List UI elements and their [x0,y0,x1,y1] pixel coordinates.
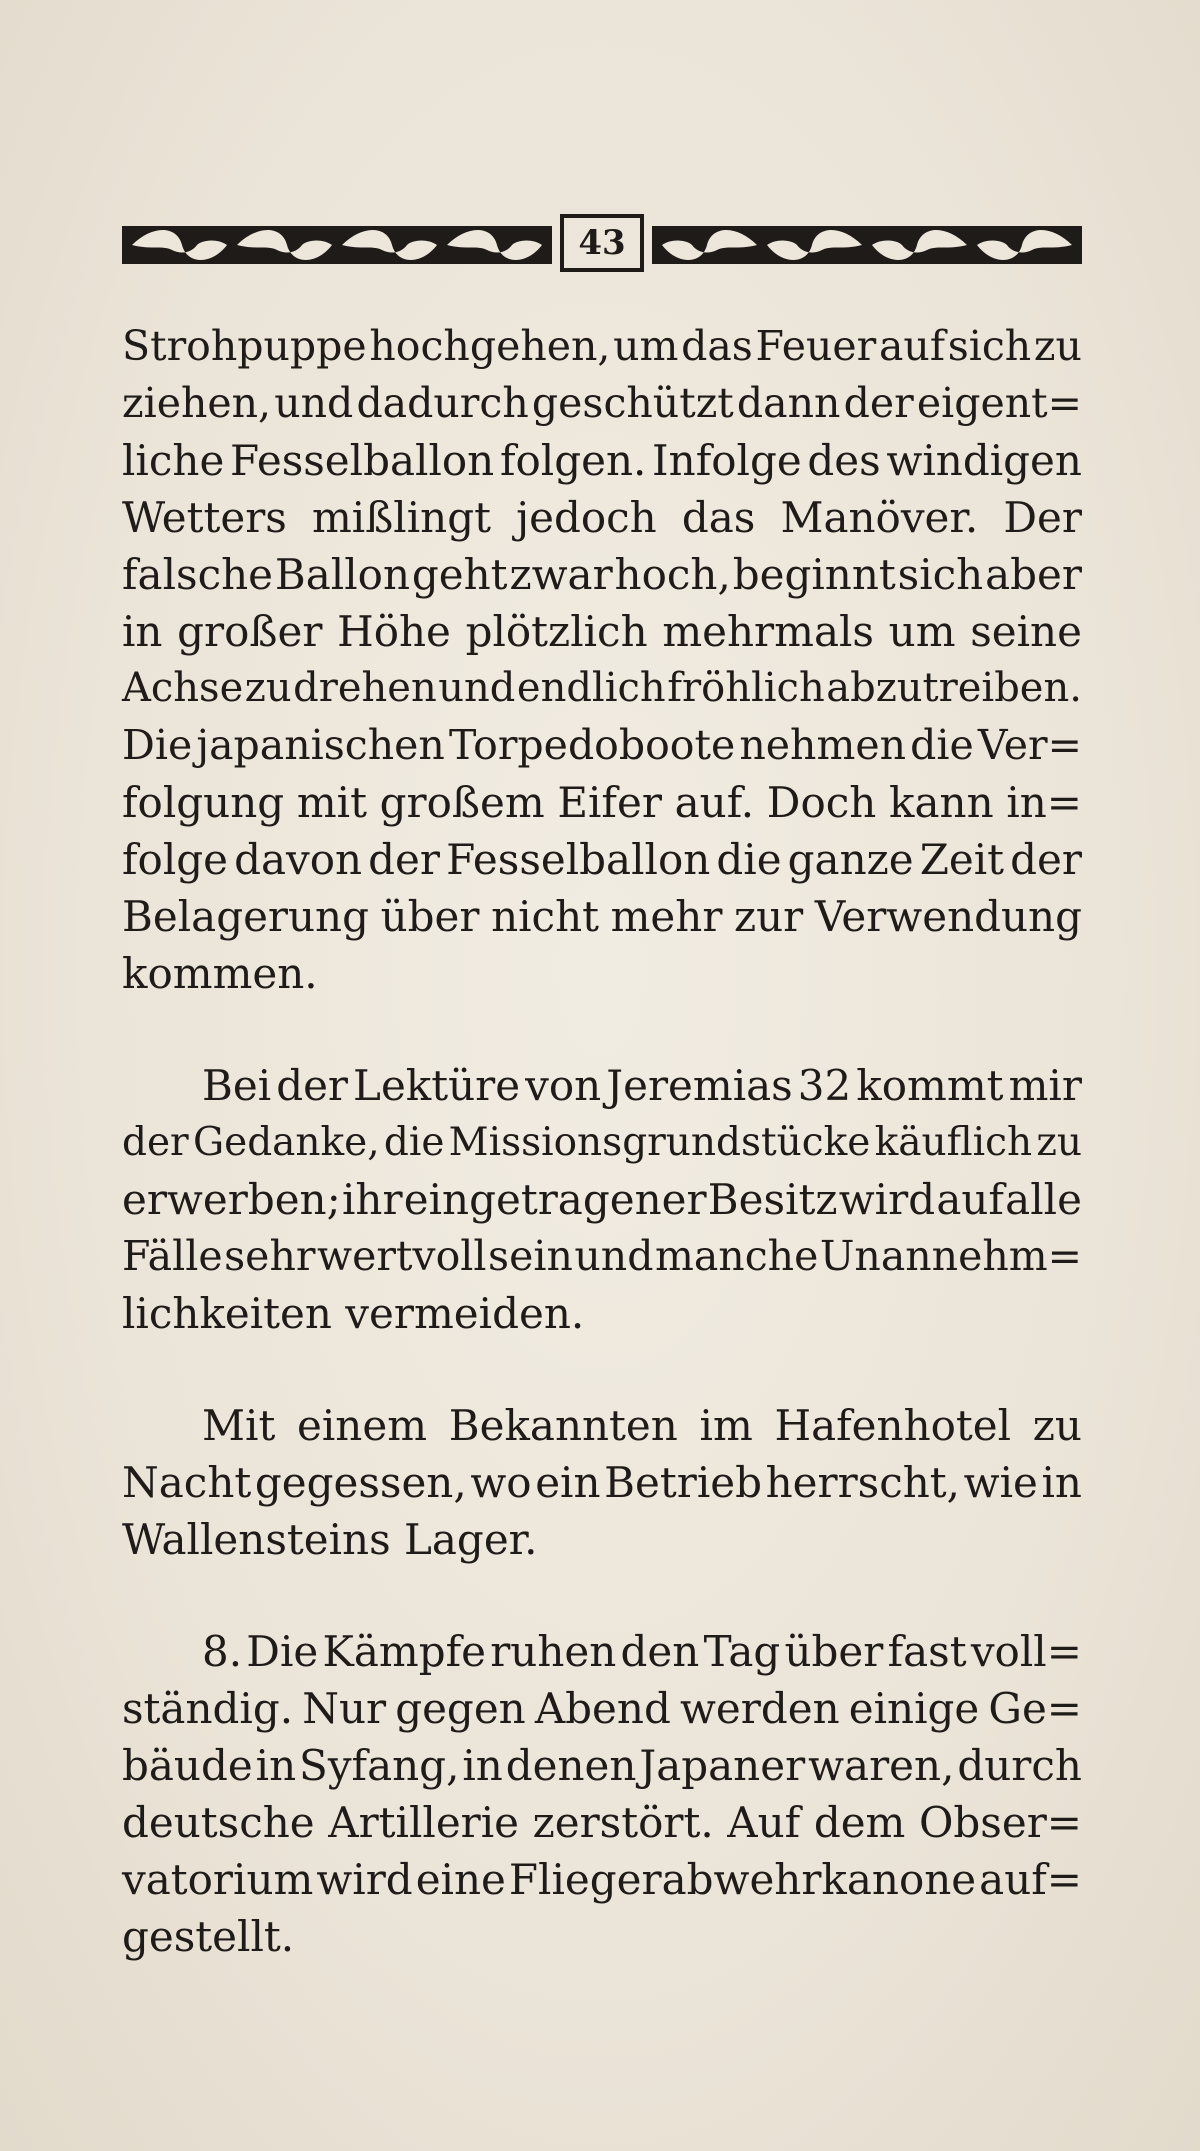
word: zwar [509,550,613,599]
word: mißlingt [311,493,491,542]
text-line [122,489,1082,546]
word: Jeremias [606,1061,793,1110]
text-line: kommen. [122,949,318,998]
word: denen [505,1741,637,1790]
word: und [438,665,516,711]
word: zu [244,665,292,711]
text-line: lichkeiten vermeiden. [122,1289,585,1338]
word: Fesselballon [230,436,495,485]
word: seine [970,607,1082,656]
word: über [380,892,480,941]
word: Infolge [652,436,802,485]
paragraph-4 [122,1623,1082,1965]
word: ein [535,1458,601,1507]
word: nicht [491,892,599,941]
word: Japaner [639,1741,806,1790]
word: zu [1033,322,1082,370]
word: eine [415,1855,506,1904]
word: vatorium [122,1855,314,1904]
word: großem [379,778,545,827]
word: hoch, [614,550,731,599]
text-line [122,1851,1082,1908]
word: jedoch [516,493,657,542]
word: Der [1003,493,1082,542]
word: kann [889,778,994,827]
word: mir [1008,1061,1082,1110]
word: Die [122,721,193,769]
word: falsche [122,550,273,599]
word: erwerben; [122,1175,341,1224]
word: abzutreiben. [826,665,1082,711]
page-number: 43 [560,214,644,272]
text-line [122,1397,1082,1454]
word: kommt [856,1061,1004,1110]
word: manche [654,1232,819,1280]
word: wo [470,1458,532,1507]
paragraph-gap [122,1002,1082,1057]
word: sich [897,550,984,599]
word: die [716,835,782,884]
word: wie [963,1458,1038,1507]
text-line [122,546,1082,603]
word: mehr [610,892,723,941]
word: bäude [122,1741,253,1790]
text-line [122,432,1082,489]
text-line [122,1171,1082,1228]
text-line [122,660,1082,717]
word: hochgehen, [369,322,611,370]
word: endlich [516,665,666,711]
word: Obser= [918,1798,1082,1847]
word: Besitz [707,1175,838,1224]
word: dem [813,1798,906,1847]
word: beginnt [732,550,896,599]
word: in [1041,1458,1082,1507]
word: Bei [202,1061,272,1110]
word: um [613,322,679,370]
word: gegessen, [254,1458,467,1507]
word: zu [1036,1120,1082,1165]
word: davon [234,835,363,884]
word: auf [936,1175,1004,1224]
word: 8. [202,1627,243,1676]
word: und [574,1232,654,1280]
word: des [807,436,881,485]
word: eigent= [916,379,1082,427]
word: ganze [787,835,914,884]
word: den [620,1627,700,1676]
text-line [122,831,1082,888]
word: von [525,1061,602,1110]
ornament-right-icon [652,220,1082,270]
word: großer [177,607,323,656]
word: fröhlich [667,665,825,711]
word: Verwendung [814,892,1082,941]
word: gegen [395,1684,526,1733]
word: käuflich [874,1120,1033,1165]
word: geht [411,550,508,599]
word: alle [1005,1175,1082,1224]
word: der [368,835,440,884]
word: der [843,379,914,427]
word: japanischen [196,721,445,769]
text-line [122,774,1082,831]
word: um [888,607,956,656]
word: Ge= [988,1684,1082,1733]
word: in [462,1741,503,1790]
word: nehmen [739,721,906,769]
word: ziehen, [122,379,272,427]
word: Bekannten [448,1401,678,1450]
word: Fesselballon [446,835,711,884]
text-line [122,717,1082,774]
word: Belagerung [122,892,369,941]
word: auf [878,322,945,370]
word: Nur [302,1684,387,1733]
word: auf= [979,1855,1082,1904]
word: die [383,1120,445,1165]
word: Ballon [274,550,410,599]
word: Achse [122,665,244,711]
text-line [122,318,1082,375]
text-line: Wallensteins Lager. [122,1515,538,1564]
word: das [681,322,753,370]
paragraph-gap [122,1342,1082,1397]
text-line [122,1114,1082,1171]
word: Manöver. [780,493,979,542]
word: dann [736,379,841,427]
word: Betrieb [604,1458,762,1507]
word: windigen [886,436,1082,485]
word: Abend [534,1684,671,1733]
word: der [276,1061,349,1110]
word: Kämpfe [322,1627,487,1676]
word: in [122,607,163,656]
word: der [1010,835,1082,884]
word: mehrmals [662,607,874,656]
word: Tag [703,1627,781,1676]
word: Mit [202,1401,276,1450]
word: der [122,1120,189,1165]
word: voll= [970,1627,1082,1676]
word: werden [679,1684,840,1733]
word: eingetragener [403,1175,707,1224]
word: über [784,1627,884,1676]
word: Feuer [755,322,877,370]
word: Doch [766,778,877,827]
text-line [122,888,1082,945]
word: wird [838,1175,936,1224]
word: herrscht, [765,1458,961,1507]
word: Wetters [122,493,287,542]
word: wird [316,1855,413,1904]
text-line [122,1794,1082,1851]
word: drehen [293,665,437,711]
word: fast [887,1627,967,1676]
word: Torpedoboote [448,721,736,769]
word: dadurch [356,379,529,427]
word: zu [1032,1401,1082,1450]
word: einige [848,1684,980,1733]
word: in= [1006,778,1082,827]
word: zerstört. [532,1798,714,1847]
word: folgung [122,778,285,827]
word: Fliegerabwehrkanone [508,1855,977,1904]
word: folge [122,835,229,884]
text-line [122,1228,1082,1285]
word: Hafenhotel [774,1401,1012,1450]
word: Missionsgrundstücke [448,1120,871,1165]
word: einem [297,1401,428,1450]
word: Syfang, [299,1741,460,1790]
word: waren, [808,1741,955,1790]
paragraph-3 [122,1397,1082,1568]
word: Die [246,1627,319,1676]
word: in [255,1741,297,1790]
word: 32 [797,1061,852,1110]
word: deutsche [122,1798,315,1847]
word: und [274,379,354,427]
word: plötzlich [465,607,648,656]
word: Strohpuppe [122,322,367,370]
word: ruhen [490,1627,617,1676]
text-line [122,1680,1082,1737]
word: mit [296,778,367,827]
paragraph-2 [122,1057,1082,1342]
word: sehr [224,1232,316,1280]
paragraph-gap [122,1568,1082,1623]
word: das [681,493,756,542]
word: ihr [341,1175,403,1224]
text-line [122,1057,1082,1114]
word: folgen. [499,436,647,485]
text-line [122,1737,1082,1794]
word: Unannehm= [819,1232,1082,1280]
word: Lektüre [353,1061,521,1110]
text-line [122,1454,1082,1511]
word: Auf [727,1798,801,1847]
text-line [122,603,1082,660]
word: Zeit [919,835,1005,884]
paragraph-1 [122,318,1082,1002]
text-line: gestellt. [122,1912,295,1961]
ornament-left-icon [122,220,552,270]
word: Artillerie [328,1798,520,1847]
word: Ver= [977,721,1082,769]
word: wertvoll [316,1232,487,1280]
text-line [122,375,1082,432]
word: Nacht [122,1458,252,1507]
word: durch [957,1741,1082,1790]
word: sein [488,1232,573,1280]
word: die [910,721,974,769]
word: sich [947,322,1032,370]
word: Eifer [557,778,662,827]
word: zur [734,892,804,941]
word: im [699,1401,753,1450]
page-header [122,212,1082,278]
word: Fälle [122,1232,223,1280]
word: Höhe [337,607,451,656]
word: ständig. [122,1684,294,1733]
word: liche [122,436,225,485]
text-line [122,1623,1082,1680]
word: auf. [674,778,755,827]
word: geschützt [531,379,734,427]
word: aber [985,550,1082,599]
word: Gedanke, [192,1120,380,1165]
body-text [122,318,1082,1965]
